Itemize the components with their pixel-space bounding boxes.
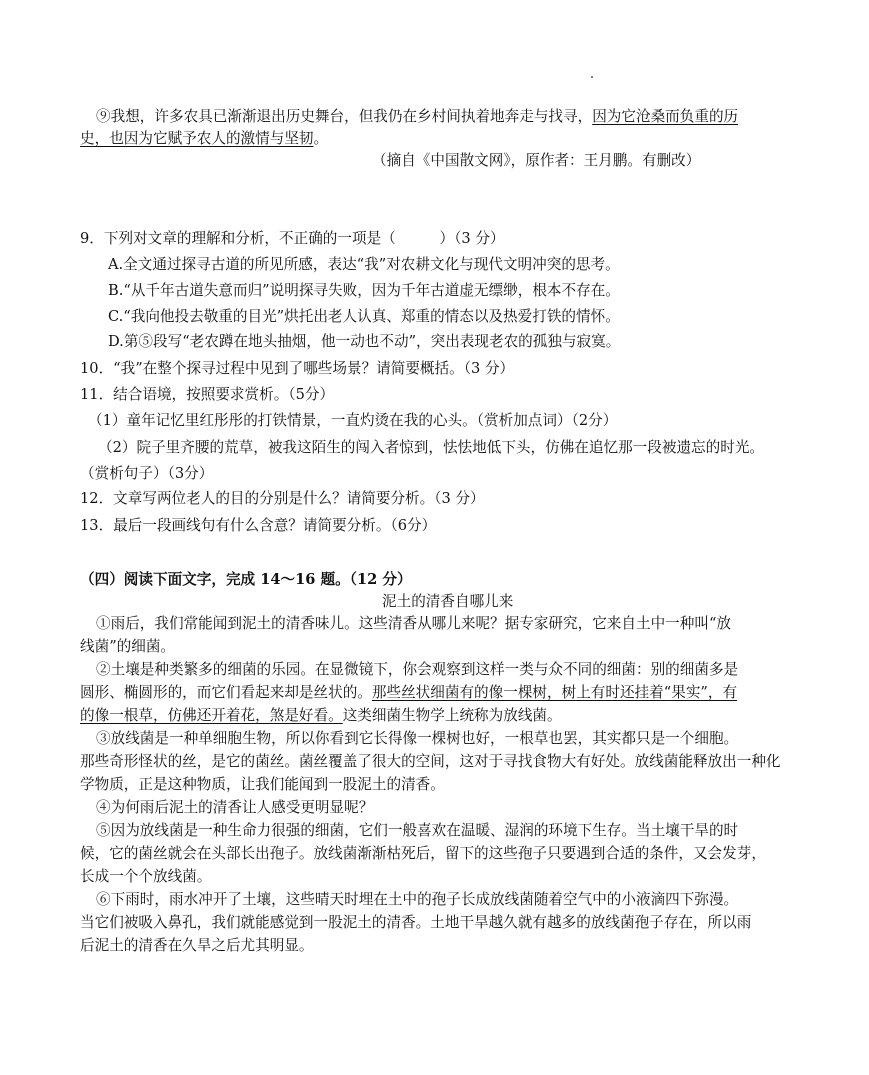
question-12: 12．文章写两位老人的目的分别是什么？请简要分析。（3 分） (80, 490, 485, 507)
para-9-underlined-text-2: 史，也因为它赋予农人的激情与坚韧 (80, 130, 314, 147)
article-para-2-underlined: 那些丝状细菌有的像一棵树，树上有时还挂着“果实”，有 (371, 684, 738, 701)
para-9-line-2 (80, 128, 328, 150)
question-11-part-2-cont: （赏析句子）（3分） (80, 465, 214, 482)
article-para-5-line-2: 候，它的菌丝就会在头部长出孢子。放线菌渐渐枯死后，留下的这些孢子只要遇到合适的条件，又会发芽， (80, 845, 766, 862)
article-para-2-line-1: ②土壤是种类繁多的细菌的乐园。在显微镜下，你会观察到这样一类与众不同的细菌：别的细菌多是 (96, 661, 739, 678)
question-11-part-2: （2）院子里齐腰的荒草，被我这陌生的闯入者惊到，怯怯地低下头，仿佛在追忆那一段被遗忘的时光。 (98, 439, 765, 456)
question-13: 13．最后一段画线句有什么含意？请简要分析。（6分） (80, 517, 437, 534)
para-9-text: ⑨我想，许多农具已渐渐退出历史舞台，但我仍在乡村间执着地奔走与找寻， (96, 108, 593, 125)
question-9-option-b: B.“从千年古道失意而归”说明探寻失败，因为千年古道虚无缥缈，根本不存在。 (108, 282, 620, 299)
article-para-2-line-2 (80, 682, 737, 704)
article-para-6-line-2: 当它们被吸入鼻孔，我们就能感觉到一股泥土的清香。土地干旱越久就有越多的放线菌孢子存在，所以雨 (80, 914, 752, 931)
article-title: 泥土的清香自哪儿来 (382, 593, 514, 610)
question-9-option-a: A.全文通过探寻古道的所见所感，表达“我”对农耕文化与现代文明冲突的思考。 (108, 256, 620, 273)
para-9-line-1 (96, 106, 738, 128)
article-para-2-text-2: 这类细菌生物学上统称为放线菌。 (342, 707, 562, 724)
article-para-1-line-1: ①雨后，我们常能闻到泥土的清香味儿。这些清香从哪儿来呢？据专家研究，它来自土中一种叫“放 (96, 615, 731, 632)
article-para-3-line-2: 那些奇形怪状的丝，是它的菌丝。菌丝覆盖了很大的空间，这对于寻找食物大有好处。放线菌能释放出一种化 (80, 753, 781, 770)
para-9-underlined-text: 因为它沧桑而负重的历 (592, 108, 739, 125)
source-note: （摘自《中国散文网》，原作者：王月鹏。有删改） (372, 152, 701, 169)
article-para-5-line-1: ⑤因为放线菌是一种生命力很强的细菌，它们一般喜欢在温暖、湿润的环境下生存。当土壤干旱的时 (96, 822, 739, 839)
article-para-2-underlined-2: 的像一根草，仿佛还开着花，煞是好看。 (80, 707, 343, 724)
article-para-3-line-1: ③放线菌是一种单细胞生物，所以你看到它长得像一棵树也好，一根草也罢，其实都只是一个细胞。 (96, 730, 739, 747)
question-11-part-1: （1）童年记忆里红彤彤的打铁情景，一直灼烫在我的心头。（赏析加点词）（2分） (88, 412, 618, 429)
article-para-1-line-2: 线菌”的细菌。 (80, 638, 176, 655)
question-10: 10．“我”在整个探寻过程中见到了哪些场景？请简要概括。（3 分） (80, 360, 515, 377)
article-para-2-text: 圆形、椭圆形的，而它们看起来却是丝状的。 (80, 684, 372, 701)
article-para-5-line-3: 长成一个个放线菌。 (80, 868, 212, 885)
article-para-6-line-3: 后泥土的清香在久旱之后尤其明显。 (80, 937, 314, 954)
question-9-option-d: D.第⑤段写“老农蹲在地头抽烟，他一动也不动”，突出表现老农的孤独与寂寞。 (108, 333, 621, 350)
top-dot-mark (591, 76, 593, 78)
article-para-2-line-3 (80, 705, 562, 727)
question-11: 11．结合语境，按照要求赏析。（5分） (80, 386, 335, 403)
article-para-3-line-3: 学物质，正是这种物质，让我们能闻到一股泥土的清香。 (80, 776, 445, 793)
question-9-option-c: C.“我向他投去敬重的目光”烘托出老人认真、郑重的情态以及热爱打铁的情怀。 (108, 308, 620, 325)
section-4-heading: （四）阅读下面文字，完成 14～16 题。（12 分） (80, 571, 412, 588)
article-para-4: ④为何雨后泥土的清香让人感受更明显呢？ (96, 799, 374, 816)
question-9: 9．下列对文章的理解和分析，不正确的一项是（ ）（3 分） (80, 230, 505, 247)
article-para-6-line-1: ⑥下雨时，雨水冲开了土壤，这些晴天时埋在土中的孢子长成放线菌随着空气中的小液滴四下弥漫。 (96, 891, 739, 908)
para-9-end-punct: 。 (313, 130, 329, 147)
